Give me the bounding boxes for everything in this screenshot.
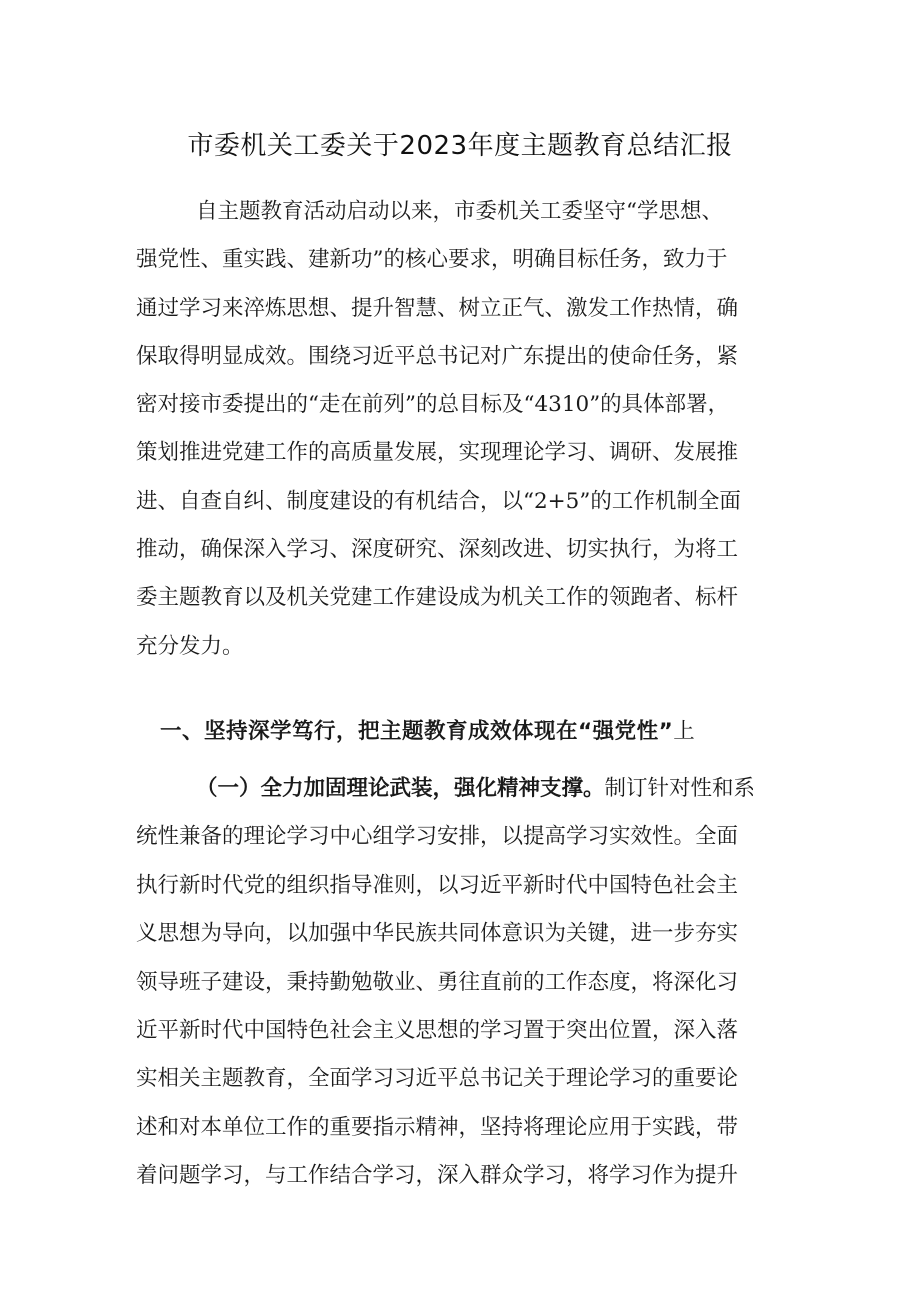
paragraph-line: 统性兼备的理论学习中心组学习安排，以提高学习实效性。全面 bbox=[136, 824, 739, 850]
paragraph-line: 进、自查自纠、制度建设的有机结合，以“2+5”的工作机制全面 bbox=[136, 488, 741, 514]
paragraph-line: 策划推进党建工作的高质量发展，实现理论学习、调研、发展推 bbox=[136, 440, 739, 466]
paragraph-line: 自主题教育活动启动以来，市委机关工委坚守“学思想、 bbox=[196, 199, 723, 224]
paragraph-line: 近平新时代中国特色社会主义思想的学习置于突出位置，深入落 bbox=[136, 1017, 739, 1043]
paragraph-line: 密对接市委提出的“走在前列”的总目标及“4310”的具体部署， bbox=[136, 392, 730, 418]
paragraph-line: 实相关主题教育，全面学习习近平总书记关于理论学习的重要论 bbox=[136, 1066, 739, 1092]
paragraph-line: 述和对本单位工作的重要指示精神，坚持将理论应用于实践，带 bbox=[136, 1114, 739, 1140]
section-heading-tail: 上 bbox=[673, 719, 696, 744]
paragraph-line: 推动，确保深入学习、深度研究、深刻改进、切实执行，为将工 bbox=[136, 537, 739, 563]
paragraph-line: 着问题学习，与工作结合学习，深入群众学习，将学习作为提升 bbox=[136, 1163, 739, 1189]
paragraph-line: 执行新时代党的组织指导准则，以习近平新时代中国特色社会主 bbox=[136, 872, 739, 898]
paragraph-text: 制订针对性和系 bbox=[604, 776, 756, 801]
section-heading-line bbox=[160, 712, 820, 752]
paragraph-line: 委主题教育以及机关党建工作建设成为机关工作的领跑者、标杆 bbox=[136, 585, 739, 611]
paragraph-line: 强党性、重实践、建新功”的核心要求，明确目标任务，致力于 bbox=[136, 247, 728, 273]
intro-paragraph bbox=[136, 188, 796, 671]
subsection-paragraph bbox=[136, 765, 796, 1201]
paragraph-line: 领导班子建设，秉持勤勉敬业、勇往直前的工作态度，将深化习 bbox=[136, 969, 739, 995]
subsection-heading: （一）全力加固理论武装，强化精神支撑。 bbox=[196, 776, 605, 801]
paragraph-line: 义思想为导向，以加强中华民族共同体意识为关键，进一步夯实 bbox=[136, 921, 739, 947]
paragraph-line: 保取得明显成效。围绕习近平总书记对广东提出的使命任务，紧 bbox=[136, 343, 739, 369]
paragraph-line: 充分发力。 bbox=[136, 633, 244, 659]
document-title: 市委机关工委关于2023年度主题教育总结汇报 bbox=[187, 131, 733, 162]
paragraph-line bbox=[136, 765, 796, 813]
paragraph-line: 通过学习来淬炼思想、提升智慧、树立正气、激发工作热情，确 bbox=[136, 295, 739, 321]
section-heading bbox=[160, 712, 820, 752]
section-heading-bold: 一、坚持深学笃行，把主题教育成效体现在“强党性” bbox=[160, 719, 674, 744]
